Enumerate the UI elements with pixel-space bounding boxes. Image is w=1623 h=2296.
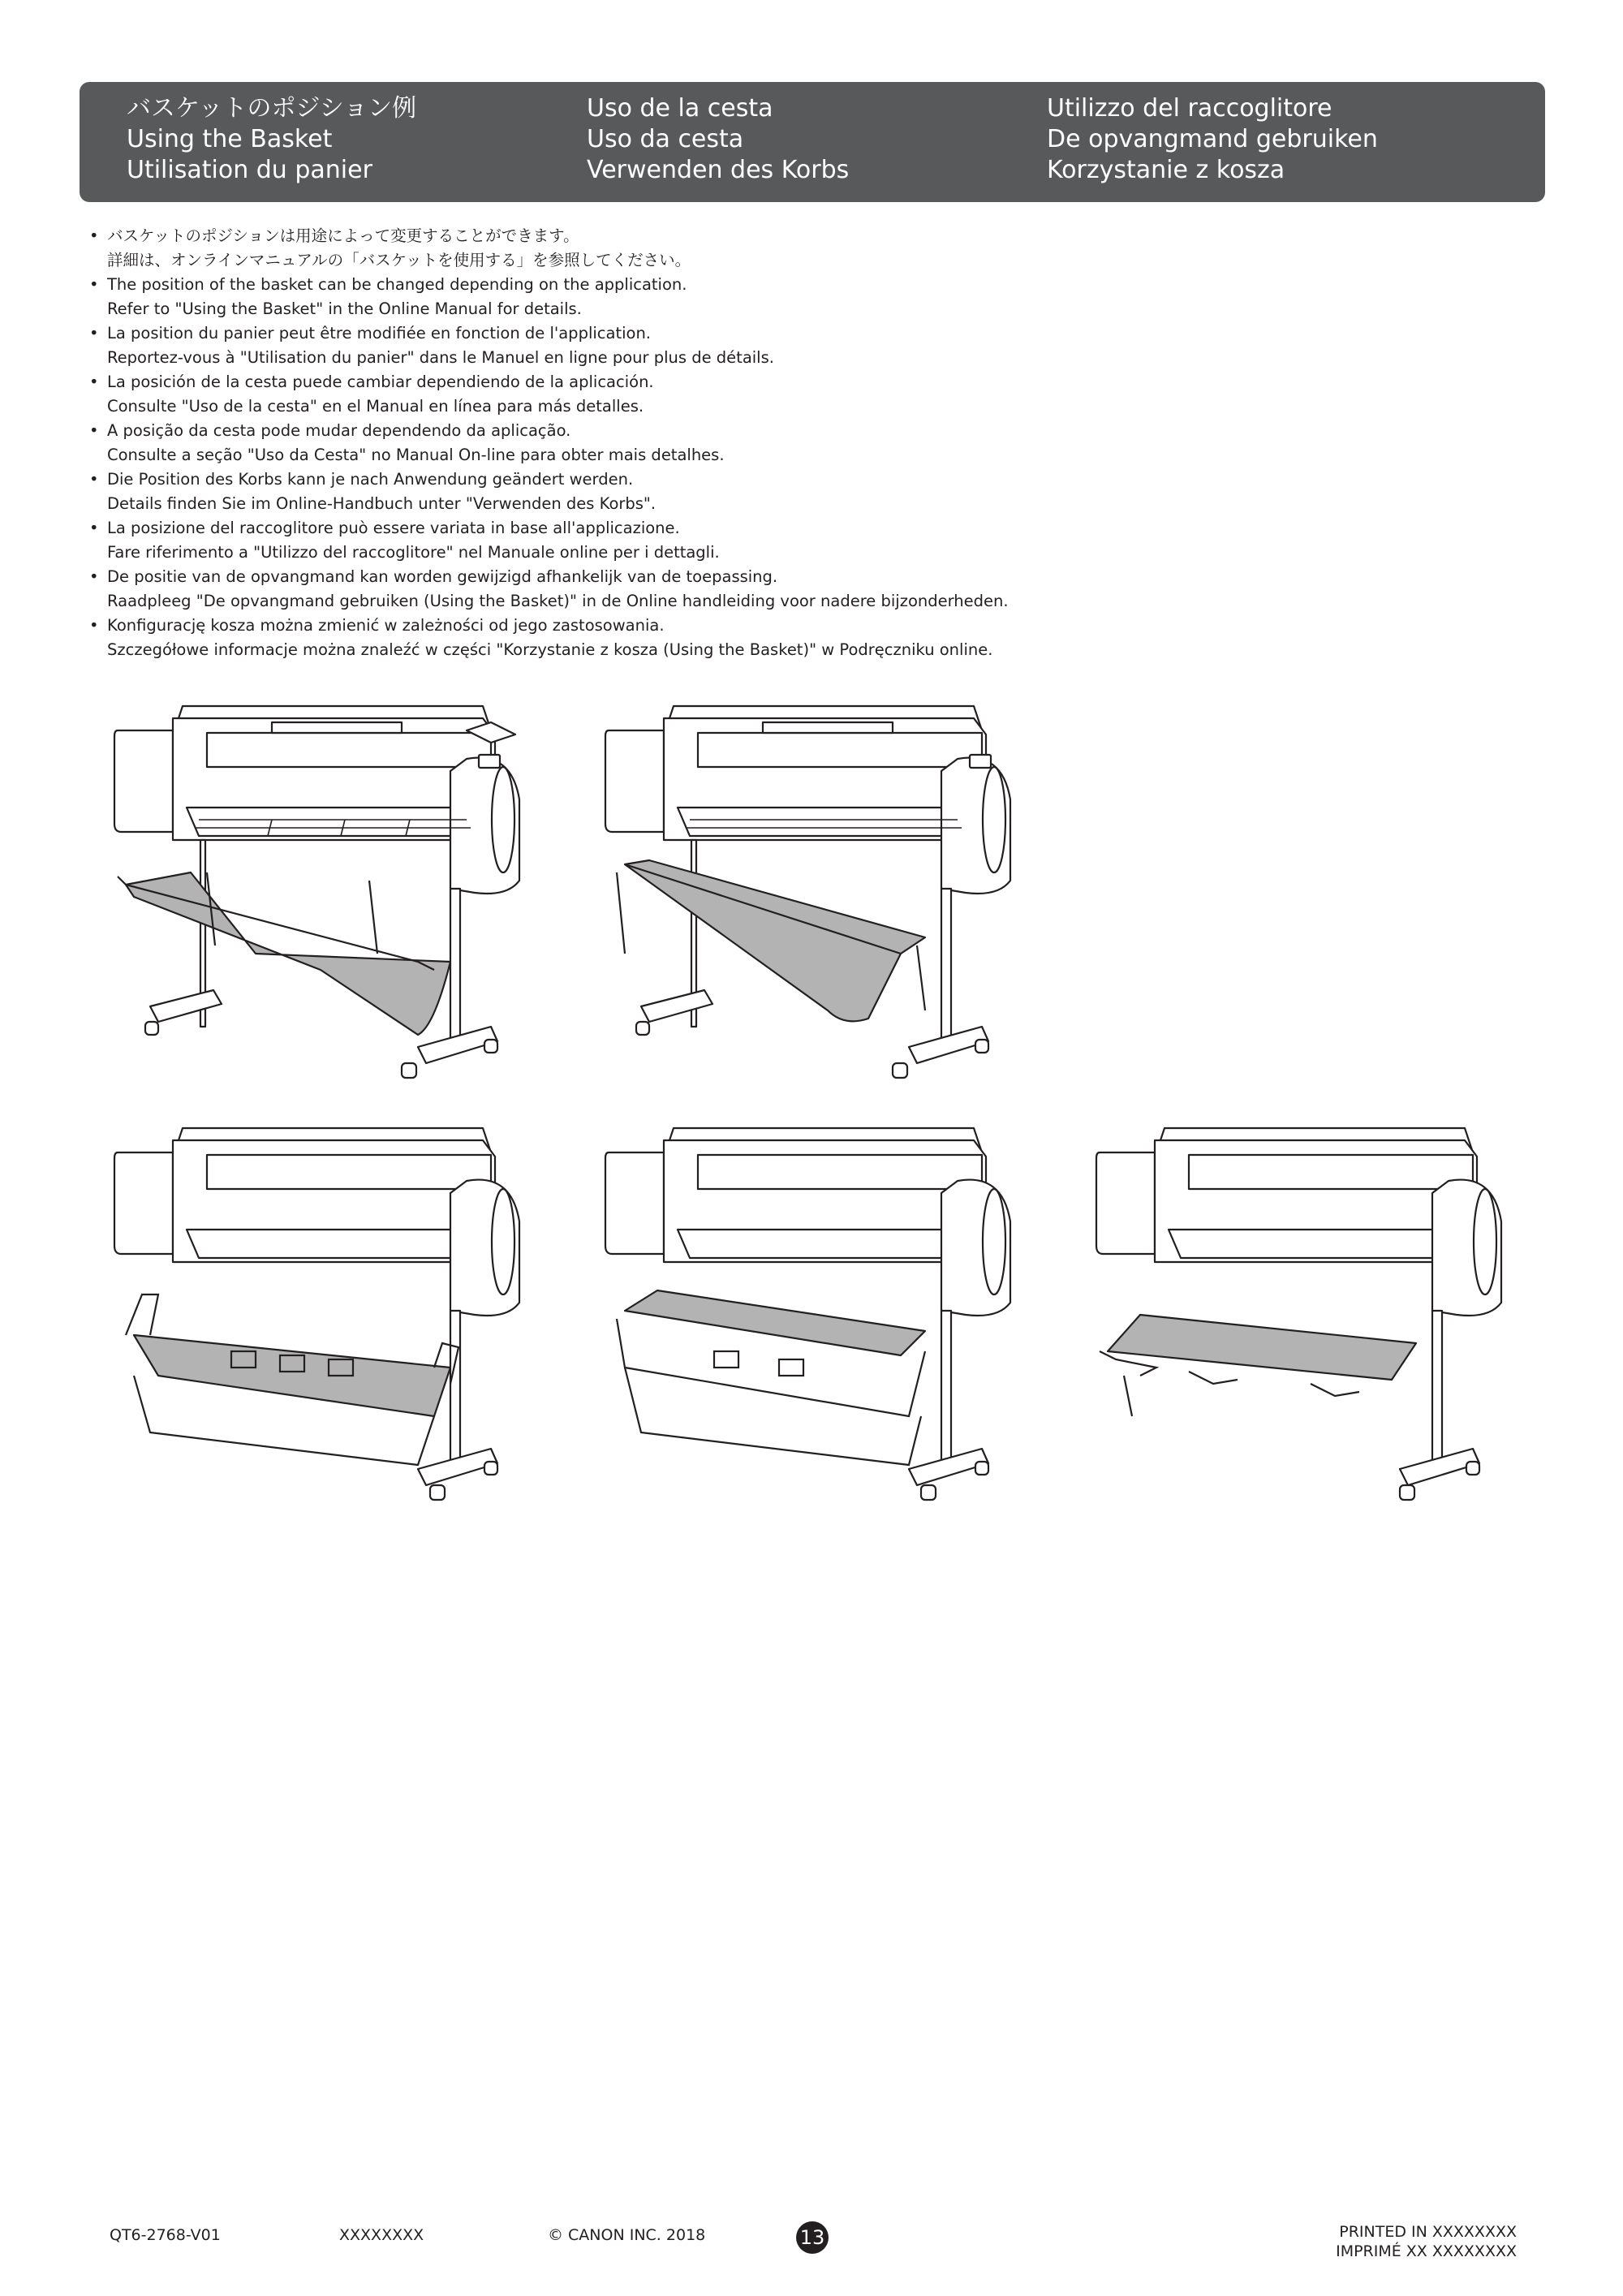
header-column-3 xyxy=(1047,93,1507,202)
bullet-dot: • xyxy=(89,275,99,294)
bullet-fr xyxy=(88,321,1467,370)
printer-illustration-sling-tilted xyxy=(601,686,1039,1083)
bullet-dot: • xyxy=(89,567,99,586)
bullet-line: Szczegółowe informacje można znaleźć w części "Korzystanie z kosza (Using the Basket)" w Podręczniku online. xyxy=(107,640,993,659)
bullet-line: La position du panier peut être modifiée en fonction de l'application. xyxy=(107,324,651,342)
bullet-line: Refer to "Using the Basket" in the Online Manual for details. xyxy=(107,299,582,318)
title-it: Utilizzo del raccoglitore xyxy=(1047,94,1332,123)
title-es: Uso de la cesta xyxy=(587,94,773,123)
printer-illustration-sling xyxy=(110,686,548,1083)
printer-illustration-flat-frame xyxy=(110,1108,548,1506)
bullet-line: The position of the basket can be changed depending on the application. xyxy=(107,275,687,294)
header-column-1 xyxy=(127,93,587,202)
bullet-nl xyxy=(88,565,1467,614)
bullet-line: Fare riferimento a "Utilizzo del raccoglitore" nel Manuale online per i dettagli. xyxy=(107,543,720,562)
bullet-dot: • xyxy=(89,226,99,245)
bullet-dot: • xyxy=(89,324,99,342)
header-column-2 xyxy=(587,93,1047,202)
bullet-dot: • xyxy=(89,421,99,440)
bullet-dot: • xyxy=(89,373,99,391)
title-pt: Uso da cesta xyxy=(587,125,744,153)
title-pl: Korzystanie z kosza xyxy=(1047,156,1285,184)
bullet-line: Konfigurację kosza można zmienić w zależności od jego zastosowania. xyxy=(107,616,665,635)
bullet-line: 詳細は、オンラインマニュアルの「バスケットを使用する」を参照してください。 xyxy=(107,251,691,269)
bullet-dot: • xyxy=(89,470,99,489)
footer-printed xyxy=(1336,2222,1517,2261)
bullet-pt xyxy=(88,419,1467,467)
printer-illustration-tray-extended xyxy=(1091,1108,1530,1506)
bullet-line: De positie van de opvangmand kan worden gewijzigd afhankelijk van de toepassing. xyxy=(107,567,778,586)
footer-copyright: © CANON INC. 2018 xyxy=(548,2226,706,2244)
bullet-dot: • xyxy=(89,616,99,635)
title-de: Verwenden des Korbs xyxy=(587,156,850,184)
bullet-it xyxy=(88,516,1467,565)
instruction-list xyxy=(88,224,1467,662)
bullet-line: Consulte "Uso de la cesta" en el Manual en línea para más detalles. xyxy=(107,397,644,416)
bullet-ja xyxy=(88,224,1467,273)
footer-printed-in: PRINTED IN XXXXXXXX xyxy=(1339,2223,1517,2241)
footer-imprime: IMPRIMÉ XX XXXXXXXX xyxy=(1336,2242,1517,2260)
bullet-pl xyxy=(88,614,1467,662)
bullet-line: Reportez-vous à "Utilisation du panier" dans le Manuel en ligne pour plus de détails. xyxy=(107,348,774,367)
bullet-line: A posição da cesta pode mudar dependendo da aplicação. xyxy=(107,421,571,440)
bullet-line: Consulte a seção "Uso da Cesta" no Manual On-line para obter mais detalhes. xyxy=(107,446,725,464)
page-number: 13 xyxy=(796,2221,829,2254)
bullet-line: La posición de la cesta puede cambiar dependiendo de la aplicación. xyxy=(107,373,654,391)
bullet-line: Die Position des Korbs kann je nach Anwendung geändert werden. xyxy=(107,470,634,489)
bullet-de xyxy=(88,467,1467,516)
header-banner xyxy=(80,82,1545,202)
footer-code: QT6-2768-V01 xyxy=(110,2226,221,2244)
title-en: Using the Basket xyxy=(127,125,333,153)
title-ja: バスケットのポジション例 xyxy=(127,94,417,123)
bullet-line: Details finden Sie im Online-Handbuch unter "Verwenden des Korbs". xyxy=(107,494,657,513)
bullet-dot: • xyxy=(89,519,99,537)
title-fr: Utilisation du panier xyxy=(127,156,372,184)
bullet-line: Raadpleeg "De opvangmand gebruiken (Using the Basket)" in de Online handleiding voor nadere bijzonderheden. xyxy=(107,592,1009,610)
title-nl: De opvangmand gebruiken xyxy=(1047,125,1378,153)
bullet-es xyxy=(88,370,1467,419)
bullet-line: バスケットのポジションは用途によって変更することができます。 xyxy=(107,226,579,245)
printer-illustration-tray xyxy=(601,1108,1039,1506)
bullet-line: La posizione del raccoglitore può essere variata in base all'applicazione. xyxy=(107,519,680,537)
footer-number: XXXXXXXX xyxy=(339,2226,424,2244)
bullet-en xyxy=(88,273,1467,321)
